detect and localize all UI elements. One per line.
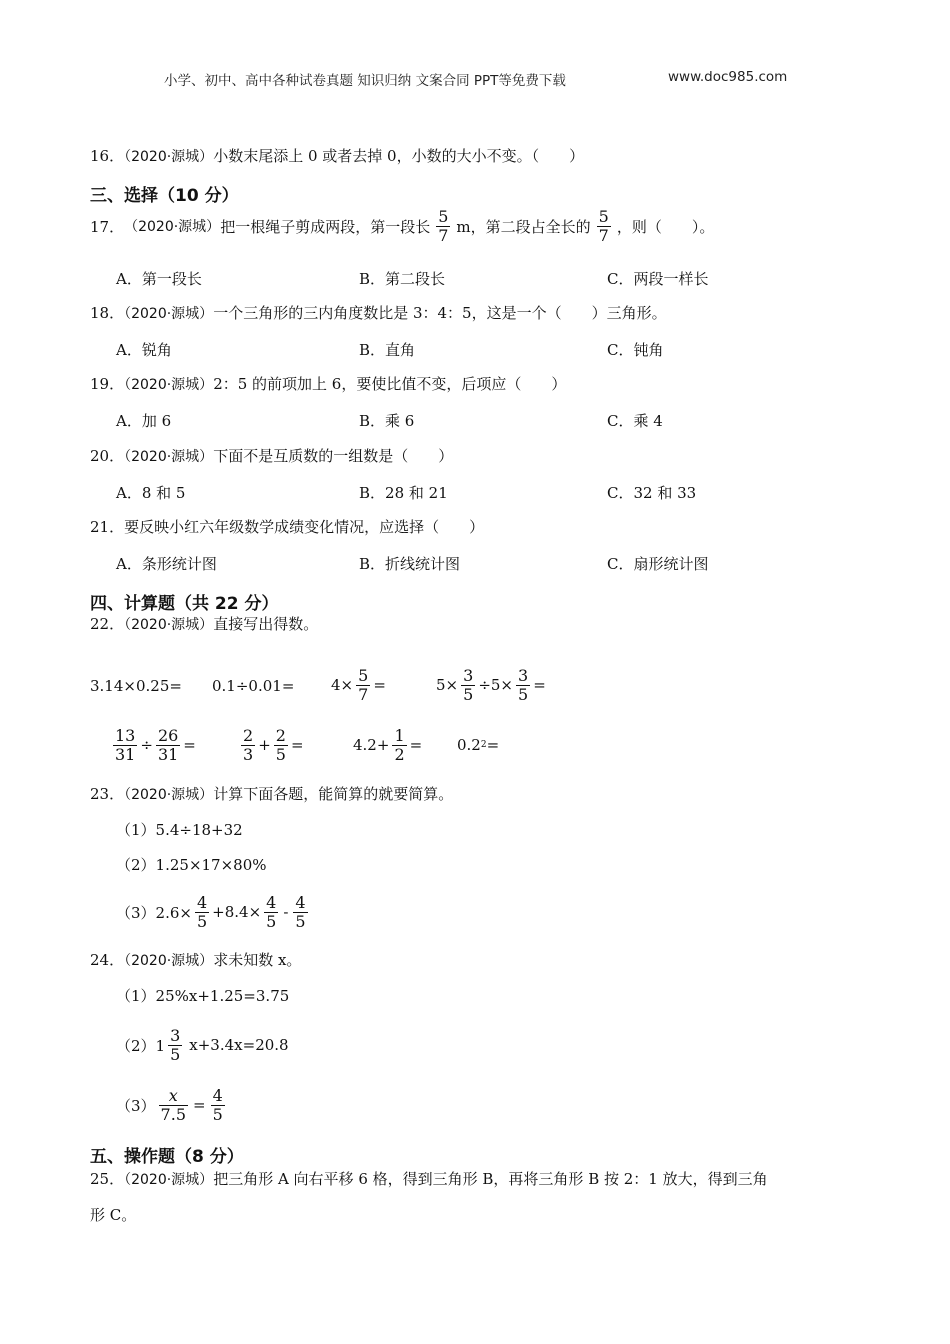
option-b[interactable]: B．乘 6	[359, 412, 415, 430]
question-16	[90, 146, 584, 167]
question-17	[90, 208, 714, 245]
fraction: 4 5	[266, 892, 277, 931]
question-18	[90, 303, 667, 324]
question-source: （2020·源城）	[124, 449, 214, 465]
question-text: 把三角形 A 向右平移 6 格，得到三角形 B，再将三角形 B 按 2：1 放大，得到三角	[213, 1170, 768, 1188]
question-text: 求未知数 x。	[213, 951, 302, 969]
question-19	[90, 374, 566, 395]
question-number: 18．	[90, 304, 125, 322]
fraction: 3 5	[170, 1025, 181, 1064]
option-c[interactable]: C．32 和 33	[607, 484, 697, 502]
question-source: （2020·源城）	[124, 377, 214, 393]
question-25-line-2: 形 C。	[90, 1206, 137, 1224]
sub-problem-2: （2）1 3 5 x+3.4x=20.8	[116, 1025, 289, 1064]
option-b[interactable]: B．28 和 21	[359, 484, 448, 502]
option-a[interactable]: A．加 6	[116, 412, 172, 430]
expr-3: 4× 5 7 =	[331, 665, 386, 704]
sub-problem-3: （3）2.6× 4 5 +8.4× 4 5 - 4 5	[116, 892, 306, 931]
expr-7: 4.2+ 1 2 =	[353, 725, 423, 764]
question-source: （2020·源城）	[124, 953, 214, 969]
question-number: 24．	[90, 951, 125, 969]
expr-8: 0.2 2 =	[457, 736, 500, 754]
fraction: 4 5	[212, 1085, 223, 1124]
sub-problem-1: （1）5.4÷18+32	[116, 821, 243, 839]
question-text: 一个三角形的三内角度数比是 3：4：5，这是一个（ ）三角形。	[213, 304, 667, 322]
option-b[interactable]: B．直角	[359, 341, 416, 359]
sub-problem-3: （3） x 7.5 = 4 5	[116, 1085, 223, 1124]
question-source: （2020·源城）	[124, 617, 214, 633]
fraction: 5 7	[598, 207, 609, 245]
option-c[interactable]: C．乘 4	[607, 412, 663, 430]
expr-2: 0.1÷0.01=	[212, 677, 295, 695]
fraction: 5 7	[358, 665, 369, 704]
sub-problem-2: （2）1.25×17×80%	[116, 856, 267, 874]
fraction: 3 5	[518, 665, 529, 704]
question-text: 要反映小红六年级数学成绩变化情况，应选择（ ）	[124, 518, 485, 536]
fraction: 13 31	[115, 725, 136, 764]
option-c[interactable]: C．两段一样长	[607, 270, 709, 288]
option-c[interactable]: C．扇形统计图	[607, 555, 709, 573]
question-number: 25．	[90, 1170, 125, 1188]
question-text: 直接写出得数。	[213, 615, 319, 633]
question-number: 17．	[90, 217, 125, 236]
question-24	[90, 950, 301, 971]
question-source: （2020·源城）	[124, 787, 214, 803]
fraction: 4 5	[196, 892, 208, 931]
question-number: 20．	[90, 447, 125, 465]
fraction: 4 5	[295, 892, 306, 931]
question-23	[90, 784, 453, 805]
question-source: （2020·源城）	[124, 306, 214, 322]
question-text: m，第二段占全长的	[456, 217, 591, 236]
option-a[interactable]: A．第一段长	[116, 270, 202, 288]
expr-6: 2 3 + 2 5 =	[243, 725, 304, 764]
option-a[interactable]: A．8 和 5	[116, 484, 186, 502]
question-number: 22．	[90, 615, 125, 633]
question-22	[90, 614, 318, 635]
section-5-title: 五、操作题（8 分）	[90, 1147, 244, 1167]
option-a[interactable]: A．锐角	[116, 341, 172, 359]
question-text: 计算下面各题，能简算的就要简算。	[213, 785, 454, 803]
section-4-title: 四、计算题（共 22 分）	[90, 594, 279, 614]
expr-4: 5× 3 5 ÷5× 3 5 =	[436, 665, 546, 704]
fraction: 2 5	[275, 725, 286, 764]
question-number: 16．	[90, 147, 125, 165]
question-text: 下面不是互质数的一组数是（ ）	[213, 447, 454, 465]
question-21	[90, 517, 484, 537]
question-number: 23．	[90, 785, 125, 803]
section-3-title: 三、选择（10 分）	[90, 186, 239, 206]
question-source: （2020·源城）	[124, 218, 221, 235]
option-a[interactable]: A．条形统计图	[116, 555, 217, 573]
expr-1: 3.14×0.25=	[90, 677, 182, 695]
question-source: （2020·源城）	[124, 1172, 214, 1188]
option-c[interactable]: C．钝角	[607, 341, 664, 359]
question-25	[90, 1169, 768, 1190]
expr-5: 13 31 ÷ 26 31 =	[115, 725, 196, 764]
fraction: 26 31	[157, 725, 179, 764]
header-banner: 小学、初中、高中各种试卷真题 知识归纳 文案合同 PPT等免费下载	[164, 73, 566, 89]
fraction: 3 5	[463, 665, 474, 704]
question-20	[90, 446, 453, 467]
question-text: ，则（ ）。	[616, 217, 715, 236]
fraction: x 7.5	[160, 1085, 186, 1124]
question-source: （2020·源城）	[124, 149, 214, 165]
option-b[interactable]: B．第二段长	[359, 270, 446, 288]
question-text: 小数末尾添上 0 或者去掉 0，小数的大小不变。（ ）	[213, 147, 585, 165]
fraction: 5 7	[438, 207, 449, 245]
question-number: 21．	[90, 518, 125, 536]
sub-problem-1: （1）25%x+1.25=3.75	[116, 987, 290, 1005]
question-number: 19．	[90, 375, 125, 393]
fraction: 2 3	[243, 725, 254, 764]
question-text: 2：5 的前项加上 6，要使比值不变，后项应（ ）	[213, 375, 567, 393]
question-text: 把一根绳子剪成两段，第一段长	[220, 217, 431, 236]
fraction: 1 2	[394, 725, 405, 764]
option-b[interactable]: B．折线统计图	[359, 555, 461, 573]
header-site-link[interactable]: www.doc985.com	[668, 69, 788, 85]
